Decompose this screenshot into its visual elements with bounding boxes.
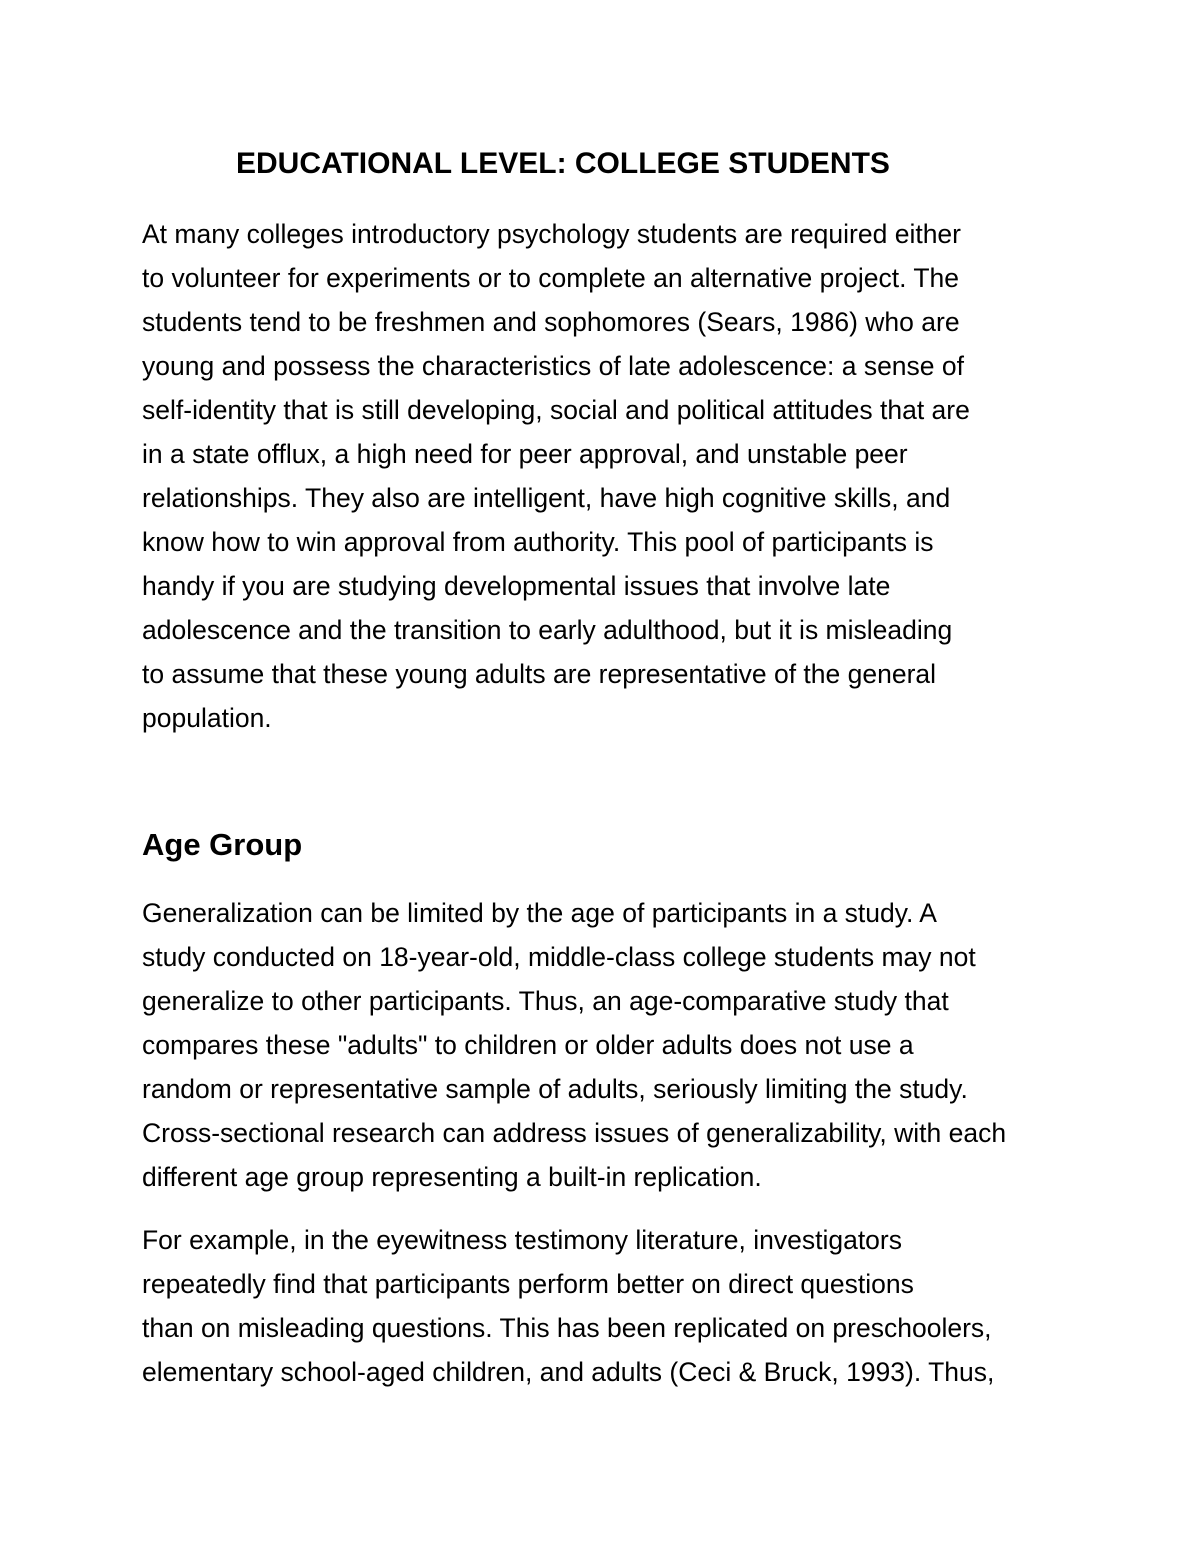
text-line: handy if you are studying developmental issues that involve late [142, 571, 891, 601]
text-line: self-identity that is still developing, social and political attitudes that are [142, 395, 970, 425]
document-title: EDUCATIONAL LEVEL: COLLEGE STUDENTS [236, 147, 890, 180]
paragraph-eyewitness-example [142, 1218, 994, 1394]
text-line: adolescence and the transition to early adulthood, but it is misleading [142, 615, 953, 645]
text-line: to assume that these young adults are representative of the general [142, 659, 937, 689]
text-line: in a state offlux, a high need for peer approval, and unstable peer [142, 439, 908, 469]
text-line: repeatedly find that participants perform better on direct questions [142, 1269, 914, 1299]
paragraph-generalization [142, 891, 1006, 1199]
text-line: random or representative sample of adults, seriously limiting the study. [142, 1074, 968, 1104]
text-line: to volunteer for experiments or to complete an alternative project. The [142, 263, 960, 293]
text-line: know how to win approval from authority. This pool of participants is [142, 527, 934, 557]
text-line: different age group representing a built-in replication. [142, 1162, 762, 1192]
section-heading-age-group: Age Group [142, 827, 303, 862]
text-line: students tend to be freshmen and sophomores (Sears, 1986) who are [142, 307, 960, 337]
text-line: young and possess the characteristics of late adolescence: a sense of [142, 351, 964, 381]
paragraph-college-students [142, 212, 970, 740]
text-line: relationships. They also are intelligent, have high cognitive skills, and [142, 483, 951, 513]
text-line: At many colleges introductory psychology students are required either [142, 219, 961, 249]
text-line: population. [142, 703, 272, 733]
text-line: compares these "adults" to children or older adults does not use a [142, 1030, 914, 1060]
text-line: elementary school-aged children, and adults (Ceci & Bruck, 1993). Thus, [142, 1357, 995, 1387]
text-line: generalize to other participants. Thus, an age-comparative study that [142, 986, 949, 1016]
text-line: Generalization can be limited by the age of participants in a study. A [142, 898, 937, 928]
text-line: For example, in the eyewitness testimony literature, investigators [142, 1225, 902, 1255]
text-line: study conducted on 18-year-old, middle-class college students may not [142, 942, 976, 972]
text-line: Cross-sectional research can address issues of generalizability, with each [142, 1118, 1007, 1148]
text-line: than on misleading questions. This has been replicated on preschoolers, [142, 1313, 992, 1343]
